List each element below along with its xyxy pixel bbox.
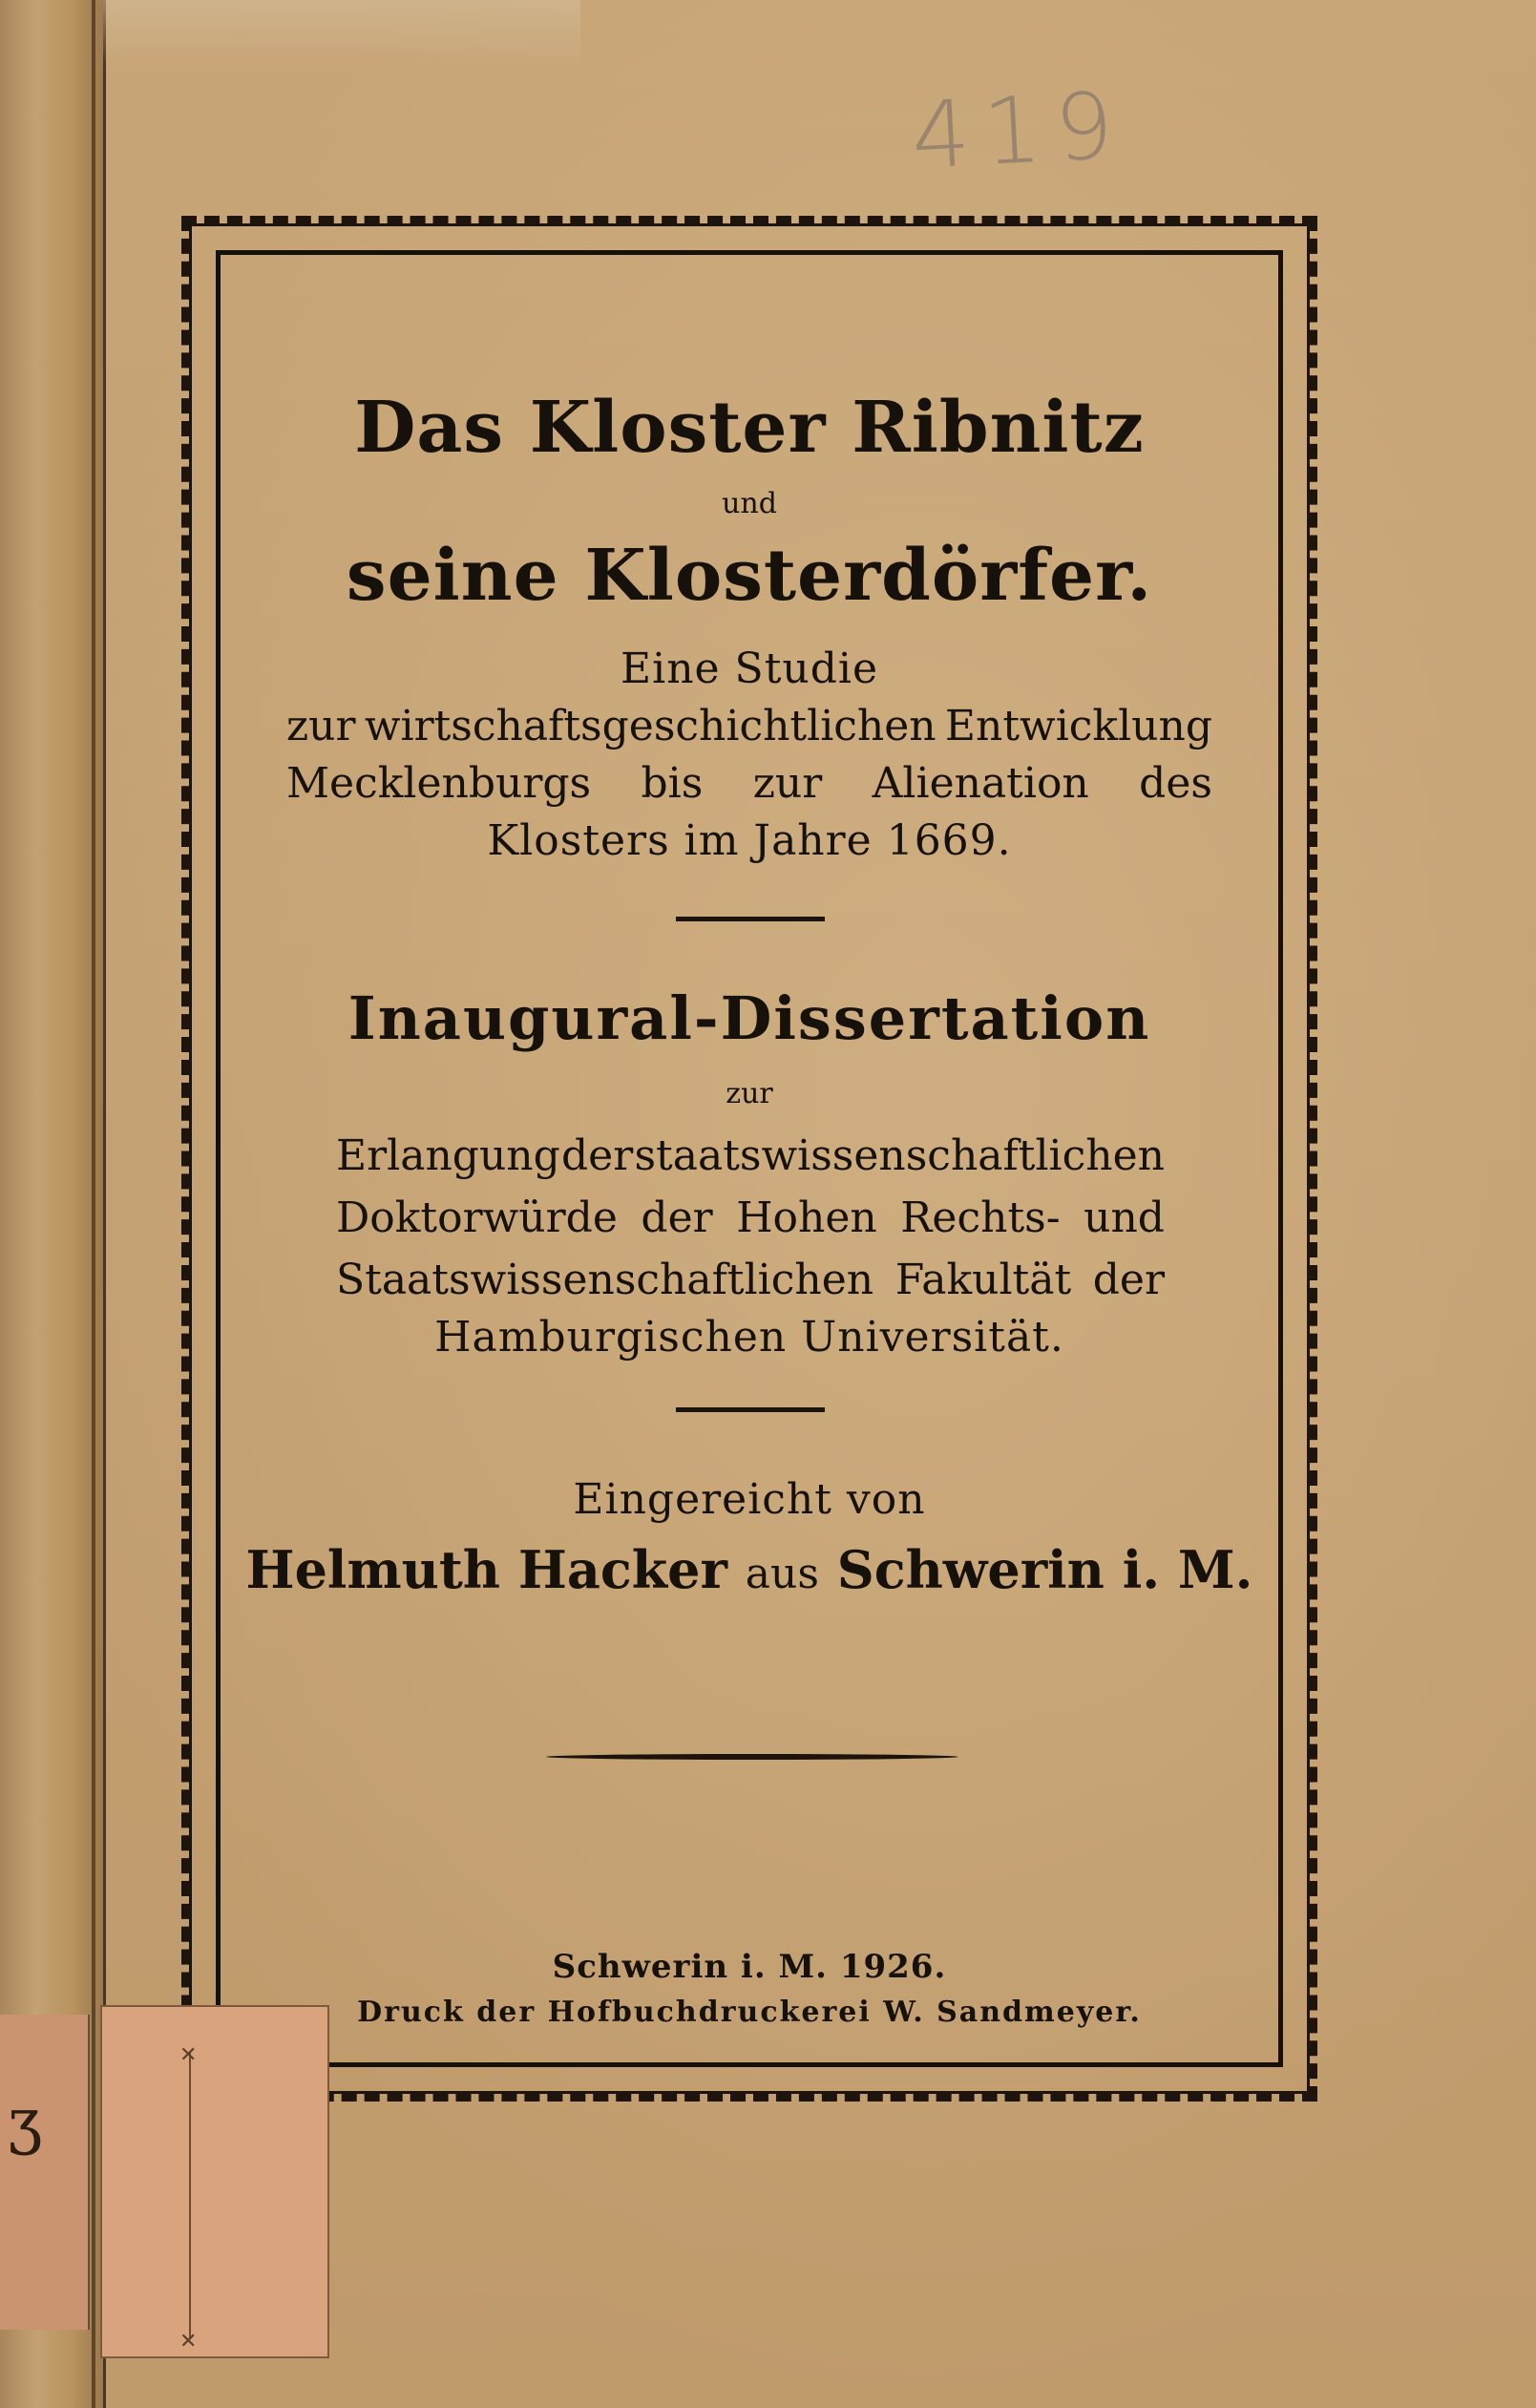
label-mark: ʒ <box>8 2086 43 2157</box>
dissertation-word: Doktorwürde <box>336 1193 618 1242</box>
dissertation-heading: Inaugural-Dissertation <box>347 983 1151 1053</box>
author-line <box>216 1539 1283 1600</box>
author-name: Helmuth Hacker <box>245 1539 727 1600</box>
divider-rule <box>676 917 825 921</box>
subtitle-line-1: Eine Studie <box>621 644 878 693</box>
dissertation-word: Staatswissenschaftlichen <box>336 1256 874 1304</box>
ornamental-rule <box>546 1754 958 1760</box>
subtitle-word: Entwicklung <box>944 702 1212 750</box>
dissertation-word: Erlangung <box>336 1131 560 1180</box>
dissertation-word: Hohen <box>736 1193 877 1242</box>
label-corner-mark: ✕ <box>179 2043 198 2067</box>
dissertation-word: staatswissenschaftlichen <box>634 1131 1165 1180</box>
dissertation-word: Rechts- <box>900 1193 1061 1242</box>
author-place: Schwerin i. M. <box>836 1539 1253 1600</box>
dissertation-line-2 <box>336 1193 1165 1242</box>
dissertation-zur: zur <box>726 1077 773 1110</box>
subtitle-word: Alienation <box>872 759 1089 808</box>
dissertation-word: der <box>641 1193 713 1242</box>
divider-rule <box>676 1407 825 1412</box>
dissertation-line-4: Hamburgischen Universität. <box>434 1313 1064 1362</box>
dissertation-word: Fakultät <box>894 1256 1072 1304</box>
subtitle-word: zur <box>286 702 356 750</box>
title-und: und <box>722 487 777 520</box>
label-rule <box>189 2053 191 2339</box>
subtitle-word: zur <box>752 759 823 808</box>
author-aus: aus <box>745 1550 819 1598</box>
spine-crease <box>92 0 95 2408</box>
subtitle-word: wirtschaftsgeschichtlichen <box>364 702 936 750</box>
subtitle-line-2 <box>286 702 1212 750</box>
dissertation-line-1 <box>336 1131 1165 1180</box>
worn-edge <box>103 0 580 67</box>
library-label-spine <box>0 2015 90 2330</box>
dissertation-line-3 <box>336 1256 1165 1304</box>
handwritten-shelfmark: 419 <box>909 72 1129 190</box>
title-line-2: seine Klosterdörfer. <box>346 535 1153 617</box>
submitted-by: Eingereicht von <box>573 1475 926 1524</box>
title-line-1: Das Kloster Ribnitz <box>354 387 1145 469</box>
subtitle-word: Mecklenburgs <box>286 759 592 808</box>
subtitle-word: bis <box>641 759 704 808</box>
label-corner-mark: ✕ <box>179 2330 198 2354</box>
imprint-printer: Druck der Hofbuchdruckerei W. Sandmeyer. <box>357 1996 1142 2029</box>
dissertation-word: und <box>1084 1193 1165 1242</box>
imprint-place-year: Schwerin i. M. 1926. <box>552 1948 947 1986</box>
subtitle-line-4: Klosters im Jahre 1669. <box>487 816 1012 865</box>
dissertation-word: der <box>1092 1256 1165 1304</box>
subtitle-word: des <box>1139 759 1212 808</box>
subtitle-line-3 <box>286 759 1212 808</box>
library-label <box>100 2005 329 2358</box>
dissertation-word: der <box>561 1131 634 1180</box>
